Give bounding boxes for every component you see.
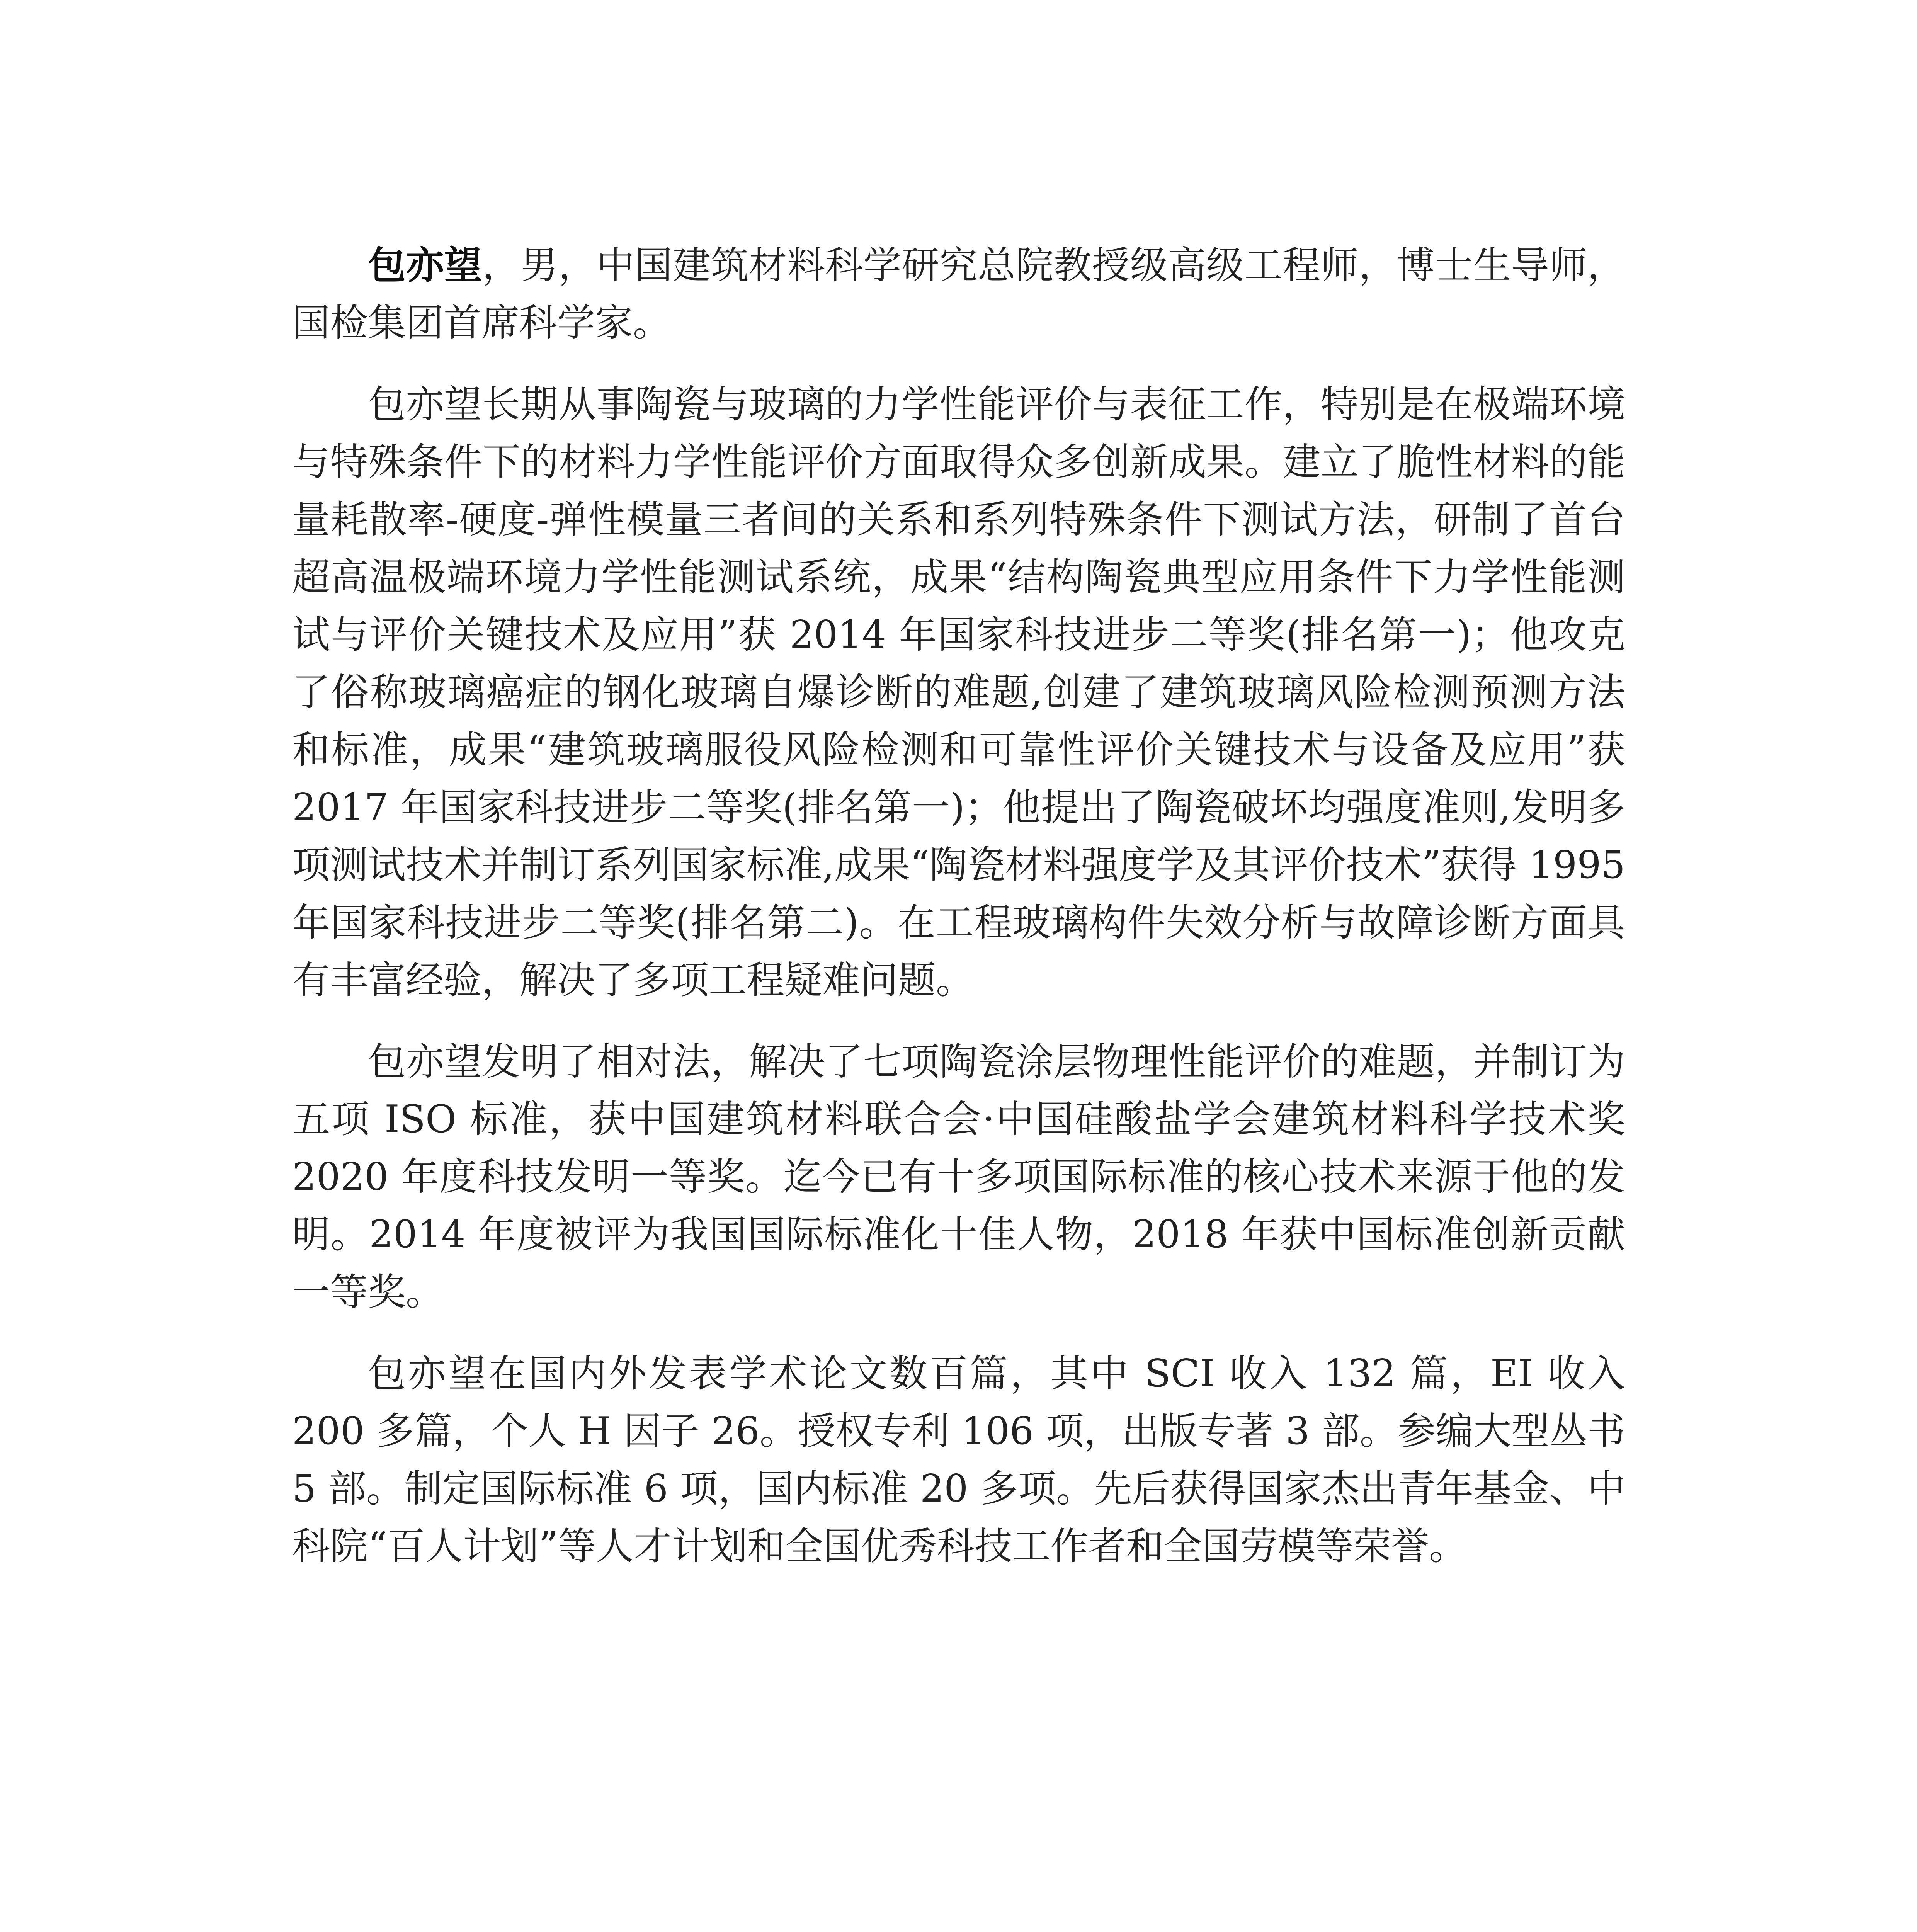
paragraph-standards: 包亦望发明了相对法，解决了七项陶瓷涂层物理性能评价的难题，并制订为五项 ISO 标准，获中国建筑材料联合会·中国硅酸盐学会建筑材料科学技术奖 2020 年度科技发明一等奖。迄今已有十多项国际标准的核心技术来源于他的发明。2014 年度被评为我国国际标准化十佳人物，2018 年获中国标准创新贡献一等奖。 (292, 1040, 1625, 1314)
paragraph-intro (292, 236, 1625, 352)
intro-text: ，男，中国建筑材料科学研究总院教授级高级工程师，博士生导师，国检集团首席科学家。 (292, 243, 1625, 345)
document-body (292, 236, 1625, 1599)
paragraph-publications: 包亦望在国内外发表学术论文数百篇，其中 SCI 收入 132 篇，EI 收入 200 多篇，个人 H 因子 26。授权专利 106 项，出版专著 3 部。参编大型丛书 5 部。制定国际标准 6 项，国内标准 20 多项。先后获得国家杰出青年基金、中科院“百人计划”等人才计划和全国优秀科技工作者和全国劳模等荣誉。 (292, 1352, 1625, 1568)
paragraph-research: 包亦望长期从事陶瓷与玻璃的力学性能评价与表征工作，特别是在极端环境与特殊条件下的材料力学性能评价方面取得众多创新成果。建立了脆性材料的能量耗散率-硬度-弹性模量三者间的关系和系列特殊条件下测试方法，研制了首台超高温极端环境力学性能测试系统，成果“结构陶瓷典型应用条件下力学性能测试与评价关键技术及应用”获 2014 年国家科技进步二等奖(排名第一)；他攻克了俗称玻璃癌症的钢化玻璃自爆诊断的难题,创建了建筑玻璃风险检测预测方法和标准，成果“建筑玻璃服役风险检测和可靠性评价关键技术与设备及应用”获 2017 年国家科技进步二等奖(排名第一)；他提出了陶瓷破坏均强度准则,发明多项测试技术并制订系列国家标准,成果“陶瓷材料强度学及其评价技术”获得 1995 年国家科技进步二等奖(排名第二)。在工程玻璃构件失效分析与故障诊断方面具有丰富经验，解决了多项工程疑难问题。 (292, 383, 1625, 1002)
person-name: 包亦望 (368, 243, 482, 287)
